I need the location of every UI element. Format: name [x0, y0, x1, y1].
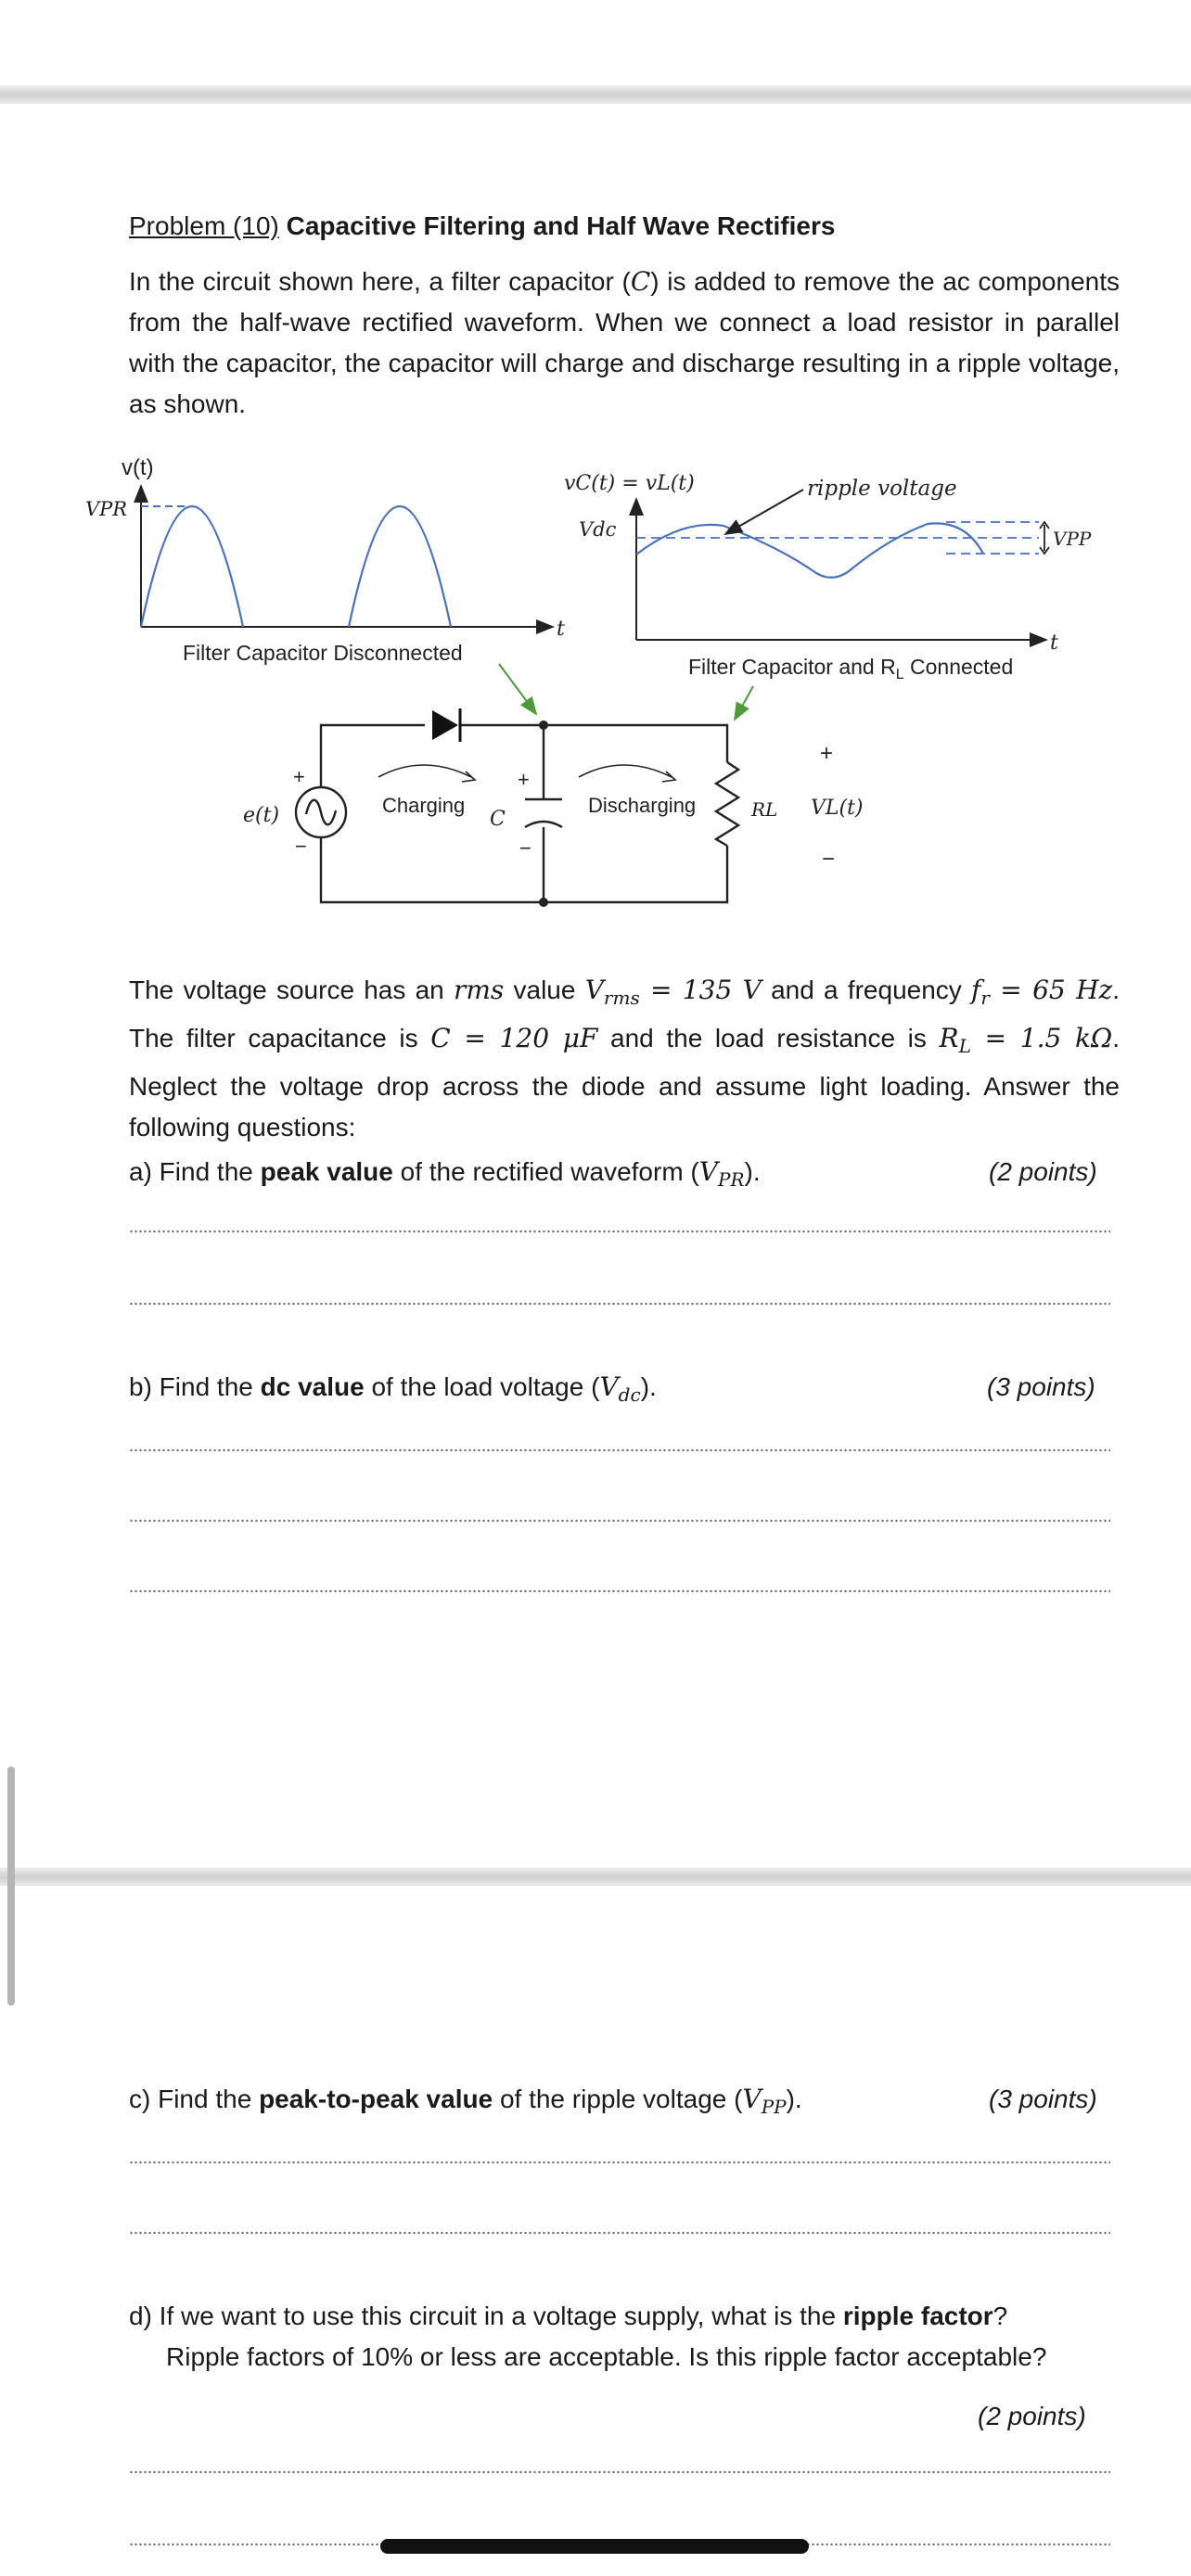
vl-label: VL(t): [811, 797, 864, 820]
half-wave-pulse-2: [349, 506, 451, 627]
source-label: e(t): [243, 804, 280, 827]
question-d: d) If we want to use this circuit in a voltage supply, what is the ripple factor?: [129, 2302, 1008, 2330]
question-b: b) Find the dc value of the load voltage $(V_{dc})$.: [129, 1371, 657, 1406]
page-separator-top: [0, 85, 1191, 104]
left-ylabel: v(t): [122, 455, 154, 480]
left-caption: Filter Capacitor Disconnected: [183, 641, 463, 665]
problem-label: Problem (10): [129, 211, 279, 240]
question-c: c) Find the peak-to-peak value of the ripple voltage $(V_{PP})$.: [129, 2084, 802, 2118]
source-minus: −: [295, 835, 307, 858]
page-separator-middle: [0, 1868, 1191, 1886]
question-c-points: (3 points): [989, 2085, 1097, 2113]
answer-line-a2[interactable]: [129, 1302, 1110, 1306]
right-waveform-graph: [564, 472, 1092, 682]
cap-label: C: [490, 808, 506, 831]
scrollbar[interactable]: [7, 1766, 15, 2006]
charging-label: Charging: [382, 794, 466, 817]
answer-line-c1[interactable]: [129, 2161, 1110, 2164]
right-t-label: t: [1050, 631, 1058, 655]
vdc-label: Vdc: [579, 518, 617, 541]
half-wave-pulse-1: [141, 506, 243, 627]
vl-plus: +: [820, 741, 834, 766]
vl-minus: −: [822, 847, 836, 872]
answer-line-b2[interactable]: [129, 1519, 1110, 1523]
answer-line-a1[interactable]: [129, 1230, 1110, 1233]
left-t-label: t: [557, 618, 565, 641]
answer-line-b3[interactable]: [129, 1589, 1110, 1593]
cap-plus: +: [518, 768, 530, 791]
cap-minus: −: [519, 836, 531, 860]
ripple-curve: [636, 523, 983, 577]
right-caption: Filter Capacitor and $R_L$ Connected: [688, 655, 1014, 682]
home-indicator[interactable]: [380, 2539, 809, 2554]
vpr-label: VPR: [85, 498, 128, 520]
problem-heading: [129, 210, 835, 243]
problem-title: Capacitive Filtering and Half Wave Rectifiers: [286, 211, 836, 240]
question-a: a) Find the peak value of the rectified waveform $(V_{PR})$.: [129, 1156, 761, 1191]
right-title: vC(t) = vL(t): [564, 472, 695, 495]
diode-symbol: [432, 708, 460, 742]
question-d-points: (2 points): [978, 2402, 1086, 2430]
answer-line-b1[interactable]: [129, 1448, 1110, 1452]
answer-line-d1[interactable]: [129, 2470, 1110, 2474]
question-d-line2: Ripple factors of 10% or less are acceptable. Is this ripple factor acceptable?: [166, 2342, 1047, 2371]
vpp-label: VPP: [1053, 528, 1092, 550]
intro-paragraph: In the circuit shown here, a filter capacitor (C) is added to remove the ac components from the half-wave rectified waveform. When we connect a load resistor in parallel with the capacitor, the capacitor will charge and discharge resulting in a ripple voltage, as shown.: [129, 266, 1120, 418]
answer-line-c2[interactable]: [129, 2231, 1110, 2235]
question-a-points: (2 points): [989, 1157, 1097, 1186]
circuit-figure: [0, 445, 1191, 927]
left-waveform-graph: [85, 455, 565, 665]
discharging-label: Discharging: [588, 794, 697, 817]
res-label: RL: [751, 798, 778, 821]
source-plus: +: [293, 765, 305, 788]
given-paragraph: The voltage source has an rms value $V_{rms} = 135$ V and a frequency $f_r = 65$ Hz. The filter capacitance is C = 120 μF and the load resistance is $R_L = 1.5$ kΩ. Neglect the voltage drop across the diode and assume light loading. Answer the following questions:: [129, 975, 1121, 1141]
ripple-label: ripple voltage: [807, 477, 957, 501]
question-b-points: (3 points): [987, 1372, 1095, 1401]
